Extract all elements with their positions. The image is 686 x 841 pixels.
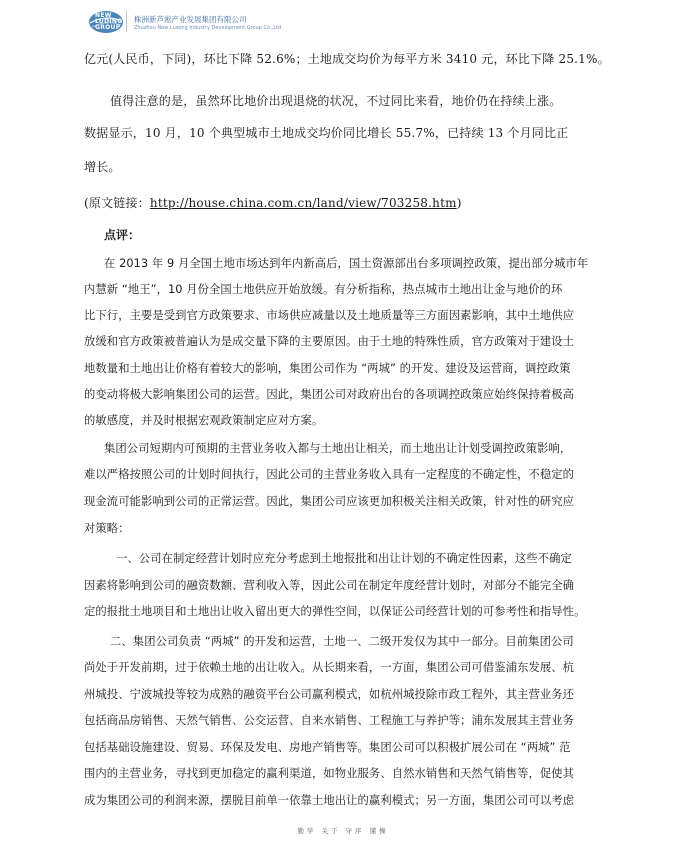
comment-line: 在 2013 年 9 月全国土地市场达到年内新高后，国土资源部出台多项调控政策，提出部分城市年: [104, 257, 589, 270]
strategy-two-line: 包括基础设施建设、贸易、环保及发电、房地产销售等。集团公司可以积极扩展公司在 “两城” 范: [84, 741, 571, 754]
comment-line: 放缓和官方政策被普遍认为是成交量下降的主要原因。由于土地的特殊性质，官方政策对于建设土: [84, 335, 575, 348]
comment-line: 现金流可能影响到公司的正常运营。因此，集团公司应该更加积极关注相关政策，针对性的研究应: [84, 495, 575, 508]
strategy-one-line: 因素将影响到公司的融资数额、营利收入等，因此公司在制定年度经营计划时，对部分不能完全确: [84, 579, 575, 592]
page-footer: 勤学 关于 守序 懂操: [297, 827, 389, 835]
strategy-two-line: 成为集团公司的利润来源，摆脱目前单一依靠土地出让的赢利模式；另一方面，集团公司可以考虑: [84, 794, 575, 807]
strategy-two-line: 围内的主营业务，寻找到更加稳定的赢利渠道，如物业服务、自然水销售和天然气销售等，促使其: [84, 767, 575, 780]
comment-line: 地数量和土地出让价格有着较大的影响，集团公司作为 “两城” 的开发、建设及运营商，调控政策: [84, 362, 571, 375]
source-suffix: ): [456, 196, 462, 210]
logo-line-1: NEW: [95, 12, 112, 19]
comment-line: 的敏感度，并及时根据宏观政策制定应对方案。: [84, 414, 324, 427]
logo-text: [95, 13, 122, 31]
article-line-4: 增长。: [84, 160, 121, 174]
company-name-cn: 株洲新芦淞产业发展集团有限公司: [134, 15, 247, 24]
logo-line-2: LUDING: [95, 18, 123, 25]
comment-line: 的变动将极大影响集团公司的运营。因此，集团公司对政府出台的各项调控政策应始终保持着极高: [84, 388, 575, 401]
strategy-two-line: 尚处于开发前期，过于依赖土地的出让收入。从长期来看，一方面，集团公司可借鉴浦东发展、杭: [84, 661, 575, 674]
strategy-two-line: 州城投、宁波城投等较为成熟的融资平台公司赢利模式，如杭州城投除市政工程外，其主营业务还: [84, 688, 575, 701]
company-name-en: Zhuzhou New Lusong Industry Development Group Co.,Ltd: [134, 25, 282, 31]
strategy-one-line: 定的报批土地项目和土地出让收入留出更大的弹性空间，以保证公司经营计划的可参考性和指导性。: [84, 605, 586, 618]
source-link[interactable]: http://house.china.com.cn/land/view/703258.htm: [149, 196, 457, 210]
comment-line: 比下行，主要是受到官方政策要求、市场供应减量以及土地质量等三方面因素影响，其中土地供应: [84, 309, 575, 322]
logo-line-3: GROUP: [95, 24, 121, 31]
article-line-2: 值得注意的是，虽然环比地价出现退烧的状况，不过同比来看，地价仍在持续上涨。: [110, 94, 562, 108]
header-divider: [126, 10, 127, 32]
strategy-one-line: 一、公司在制定经营计划时应充分考虑到土地报批和出让计划的不确定性因素，这些不确定: [116, 552, 572, 565]
source-prefix: (原文链接：: [84, 196, 150, 210]
strategy-two-line: 包括商品房销售、天然气销售、公交运营、自来水销售、工程施工与养护等；浦东发展其主营业务: [84, 714, 575, 727]
comment-line: 内慧新 “地王”，10 月份全国土地供应开始放缓。有分析指称，热点城市土地出让金与地价的环: [84, 283, 563, 296]
article-line-1: 亿元(人民币，下同)，环比下降 52.6%；土地成交均价为每平方米 3410 元，环比下降 25.1%。: [84, 52, 610, 66]
strategy-two-line: 二、集团公司负责 “两城” 的开发和运营，土地一、二级开发仅为其中一部分。目前集团公司: [110, 635, 574, 648]
source-line: [84, 194, 614, 211]
article-line-3: 数据显示，10 月，10 个典型城市土地成交均价同比增长 55.7%，已持续 13 个月同比正: [84, 126, 569, 140]
comment-line: 对策略：: [84, 522, 130, 535]
comment-line: 集团公司短期内可预期的主营业务收入都与土地出让相关，而土地出让计划受调控政策影响，: [104, 442, 572, 455]
comment-line: 难以严格按照公司的计划时间执行，因此公司的主营业务收入具有一定程度的不确定性，不稳定的: [84, 468, 575, 481]
comment-label: 点评：: [104, 228, 141, 242]
page-header: [0, 0, 686, 44]
